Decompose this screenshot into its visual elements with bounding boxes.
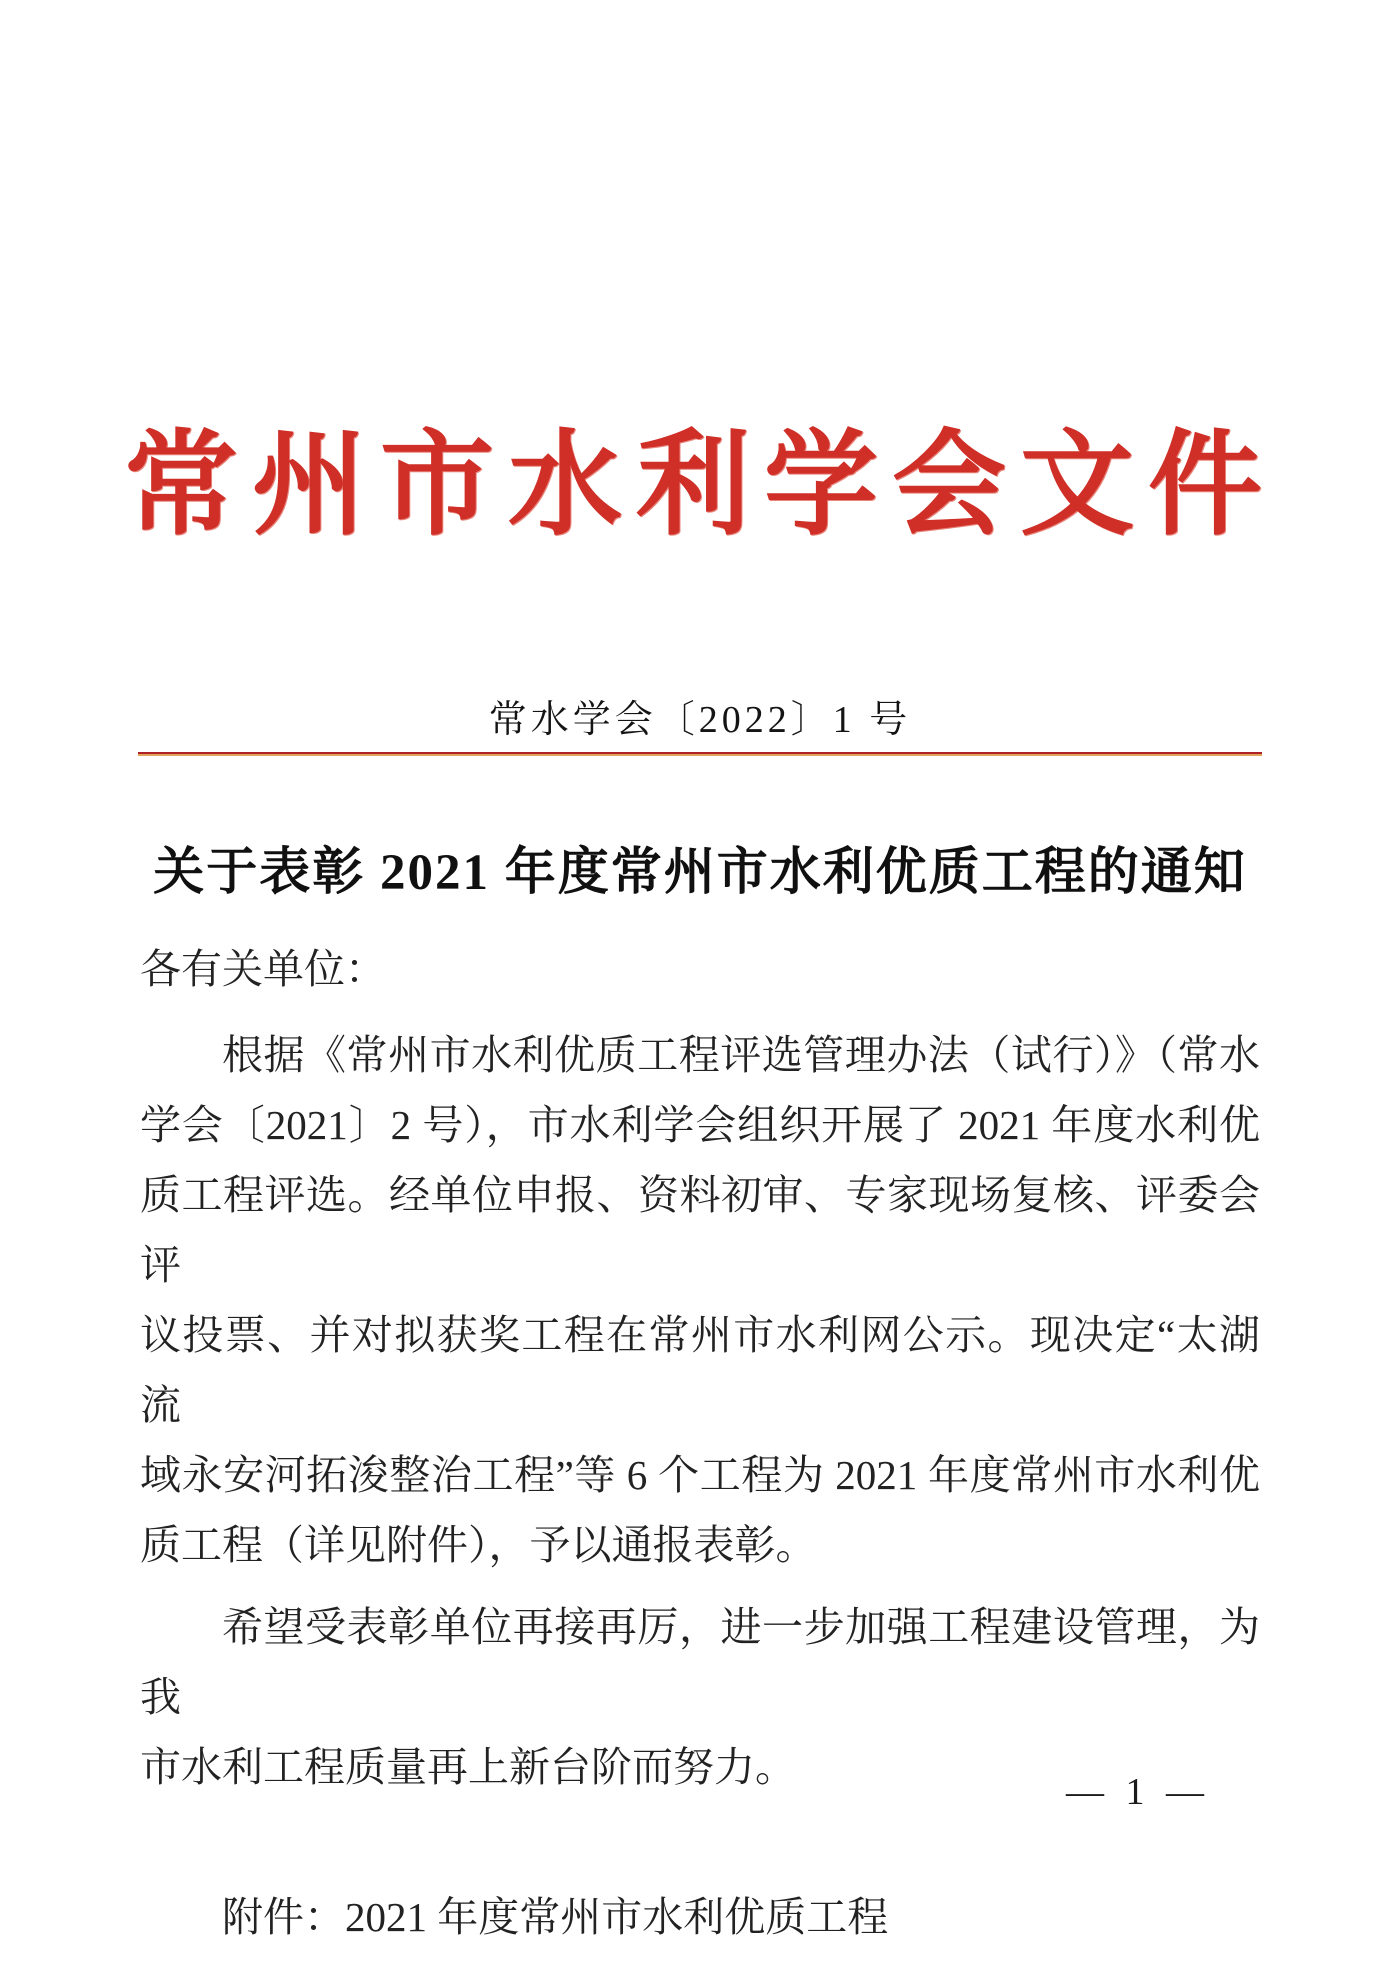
red-header-org-title: 常州市水利学会文件 bbox=[123, 422, 1276, 549]
salutation-line: 各有关单位： bbox=[140, 946, 386, 992]
document-number: 常水学会〔2022〕1 号 bbox=[488, 699, 912, 741]
red-divider-line bbox=[138, 752, 1262, 756]
paragraph-1-line: 议投票、并对拟获奖工程在常州市水利网公示。现决定“太湖流 bbox=[140, 1312, 1260, 1428]
paragraph-1 bbox=[140, 1020, 1260, 1580]
paragraph-1-line: 质工程评选。经单位申报、资料初审、专家现场复核、评委会评 bbox=[140, 1172, 1260, 1288]
attachment-reference-line: 附件：2021 年度常州市水利优质工程 bbox=[222, 1894, 889, 1940]
paragraph-2-line: 市水利工程质量再上新台阶而努力。 bbox=[140, 1744, 796, 1790]
page-number: — 1 — bbox=[1066, 1771, 1210, 1813]
notice-title: 关于表彰 2021 年度常州市水利优质工程的通知 bbox=[153, 845, 1247, 901]
paragraph-1-line: 质工程（详见附件），予以通报表彰。 bbox=[140, 1522, 817, 1568]
paragraph-1-line: 根据《常州市水利优质工程评选管理办法（试行）》（常水 bbox=[222, 1032, 1260, 1078]
paragraph-2-line: 希望受表彰单位再接再厉，进一步加强工程建设管理，为我 bbox=[140, 1604, 1260, 1720]
paragraph-1-line: 域永安河拓浚整治工程”等 6 个工程为 2021 年度常州市水利优 bbox=[140, 1452, 1260, 1498]
paragraph-1-line: 学会〔2021〕2 号），市水利学会组织开展了 2021 年度水利优 bbox=[140, 1102, 1260, 1148]
